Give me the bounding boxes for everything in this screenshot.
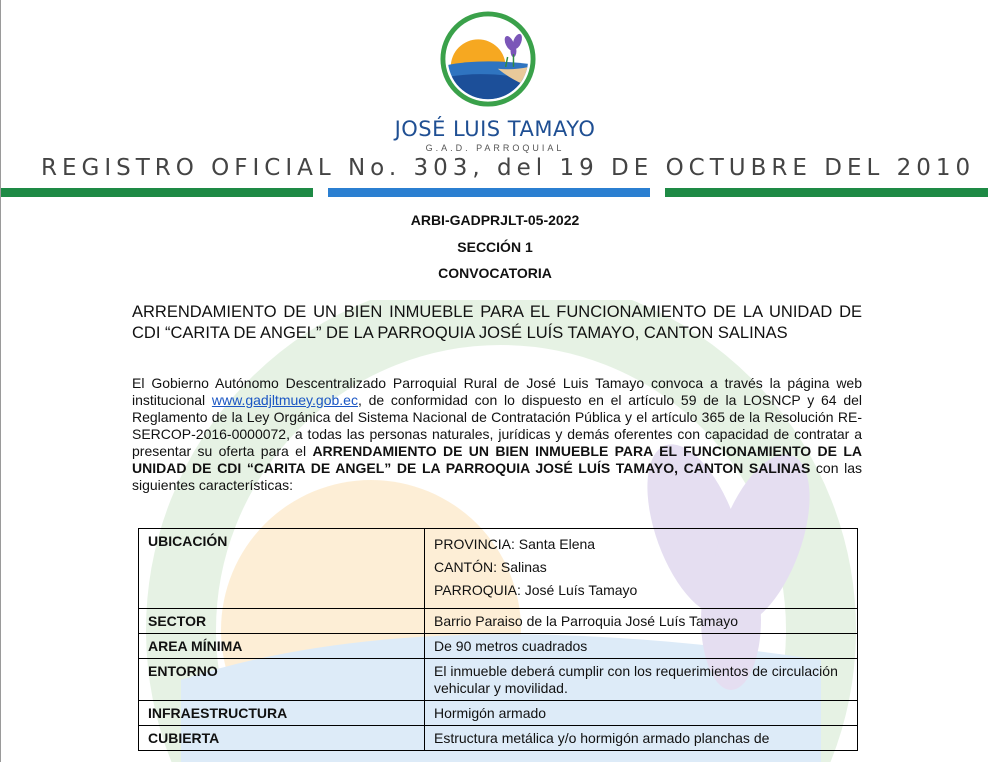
registro-oficial-banner: REGISTRO OFICIAL No. 303, del 19 DE OCTUBRE DEL 2010 <box>41 155 976 181</box>
sector-value: Barrio Paraiso de la Parroquia José Luís Tamayo <box>425 609 858 634</box>
table-row-ubicacion <box>139 529 858 609</box>
intro-text-end: con las siguientes características: <box>132 460 862 493</box>
parroquia-value: PARROQUIA: José Luís Tamayo <box>434 582 638 598</box>
intro-text-start: El Gobierno Autónomo Descentralizado Parroquial Rural de José Luis Tamayo convoca a través la página web institucional <box>132 375 862 408</box>
cubierta-label: CUBIERTA <box>139 726 425 751</box>
brand-name: JOSÉ LUIS TAMAYO <box>394 117 596 141</box>
area-label: AREA MÍNIMA <box>139 634 425 659</box>
header-divider-blue-center <box>328 188 650 197</box>
section-heading: SECCIÓN 1 <box>457 239 533 255</box>
table-row-area <box>139 634 858 659</box>
area-value: De 90 metros cuadrados <box>425 634 858 659</box>
provincia-value: PROVINCIA: Santa Elena <box>434 536 596 552</box>
document-code: ARBI-GADPRJLT-05-2022 <box>410 212 580 228</box>
brand-subtitle: G.A.D. PARROQUIAL <box>425 143 565 153</box>
header-divider-green-left <box>1 188 313 197</box>
intro-paragraph <box>132 375 862 494</box>
table-row-cubierta <box>139 726 858 751</box>
table-row-entorno <box>139 659 858 701</box>
table-row-infraestructura <box>139 701 858 726</box>
ubicacion-value <box>425 529 858 609</box>
intro-text-middle: , de conformidad con lo dispuesto en el artículo 59 de la LOSNCP y 64 del Reglamento de la Ley Orgánica del Sistema Nacional de Contratación Pública y el artículo 365 de la Resolución RE-SERCOP-2016-0000072, a todas las personas naturales, jurídicas y demás oferentes con capacidad de contratar a presentar su oferta para el <box>132 392 862 459</box>
convocatoria-heading: CONVOCATORIA <box>438 265 552 281</box>
gad-logo-icon <box>439 10 537 108</box>
entorno-value: El inmueble deberá cumplir con los requerimientos de circulación vehicular y movilidad. <box>425 659 858 701</box>
sector-label: SECTOR <box>139 609 425 634</box>
characteristics-table <box>138 528 858 751</box>
document-title: ARRENDAMIENTO DE UN BIEN INMUEBLE PARA EL FUNCIONAMIENTO DE LA UNIDAD DE CDI “CARITA DE ANGEL” DE LA PARROQUIA JOSÉ LUÍS TAMAYO, CANTON SALINAS <box>132 303 862 342</box>
infraestructura-label: INFRAESTRUCTURA <box>139 701 425 726</box>
table-row-sector <box>139 609 858 634</box>
cubierta-value: Estructura metálica y/o hormigón armado planchas de <box>425 726 858 751</box>
institutional-website-link[interactable]: www.gadjltmuey.gob.ec <box>211 392 358 408</box>
infraestructura-value: Hormigón armado <box>425 701 858 726</box>
entorno-label: ENTORNO <box>139 659 425 701</box>
canton-value: CANTÓN: Salinas <box>434 559 547 575</box>
header-divider-green-right <box>665 188 988 197</box>
ubicacion-label: UBICACIÓN <box>139 529 425 609</box>
intro-bold-subject: ARRENDAMIENTO DE UN BIEN INMUEBLE PARA EL FUNCIONAMIENTO DE LA UNIDAD DE CDI “CARITA DE ANGEL” DE LA PARROQUIA JOSÉ LUÍS TAMAYO, CANTON SALINAS <box>132 443 862 476</box>
